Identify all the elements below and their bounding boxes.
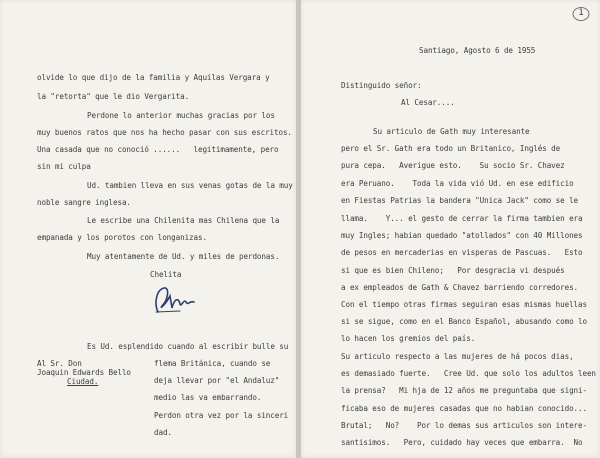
right-letter-page bbox=[301, 0, 600, 458]
letter-line: santisimos. Pero, cuidado hay veces que embarra. No bbox=[341, 438, 583, 447]
letter-line: llama. Y... el gesto de cerrar la firma tambien era bbox=[341, 214, 583, 223]
handwritten-signature bbox=[150, 282, 200, 318]
letter-line: Le escribe una Chilenita mas Chilena que la bbox=[87, 216, 280, 225]
letter-line: muy buenos ratos que nos ha hecho pasar con sus escritos. bbox=[37, 128, 292, 137]
letter-line: Una casada que no conoció ...... legitimamente, pero bbox=[37, 145, 279, 154]
letter-line: es demasiado fuerte. Cree Ud. que solo los adultos leen bbox=[341, 369, 596, 378]
letter-line: pero el Sr. Gath era todo un Britanico, Inglés de bbox=[341, 144, 561, 153]
letter-line: olvide lo que dijo de la familia y Aquilas Vergara y bbox=[37, 73, 270, 82]
letter-line: noble sangre inglesa. bbox=[37, 198, 131, 207]
addressee-city: Ciudad. bbox=[67, 377, 99, 386]
letter-line: Brutal; No? Por lo demas sus articulos son intere- bbox=[341, 421, 587, 430]
postscript-line: medio las va embarrando. bbox=[154, 393, 262, 402]
letter-line: Muy atentamente de Ud. y miles de perdonas. bbox=[87, 252, 280, 261]
letter-line: si que es bien Chileno; Por desgracia vi después bbox=[341, 266, 565, 275]
letter-line: a ex empleados de Gath & Chavez barriendo corredores. bbox=[341, 283, 579, 292]
letter-line: la prensa? Mi hja de 12 años me preguntaba que signi- bbox=[341, 386, 587, 395]
letter-line: sin mi culpa bbox=[37, 162, 91, 171]
page-number: 1 bbox=[578, 8, 584, 18]
postscript-line: deja llevar por "el Andaluz" bbox=[154, 376, 280, 385]
postscript-line: Perdon otra vez por la sinceri bbox=[154, 411, 289, 420]
letter-line: Su articulo de Gath muy interesante bbox=[373, 127, 530, 136]
letter-line: muy Ingles; habian quedado "atollados" con 40 Millones bbox=[341, 231, 583, 240]
letter-line: Ud. tambien lleva en sus venas gotas de la muy bbox=[87, 181, 293, 190]
letter-line: lo hacen los gremios del país. bbox=[341, 334, 476, 343]
postscript-line: Es Ud. esplendido cuando al escribir bulle su bbox=[87, 342, 289, 351]
letter-salutation: Distinguido señor: bbox=[341, 81, 422, 90]
letter-line: de pesos en mercaderias en visperas de Pascuas. Esto bbox=[341, 248, 583, 257]
letter-line: en Fiestas Patrias la bandera "Unica Jack" como se le bbox=[341, 196, 579, 205]
letter-line: era Peruano. Toda la vida vió Ud. en ese edificio bbox=[341, 179, 574, 188]
page-number-circle bbox=[571, 6, 591, 22]
postscript-line: dad. bbox=[154, 428, 172, 437]
letter-date: Santiago, Agosto 6 de 1955 bbox=[419, 46, 536, 55]
letter-greeting: Al Cesar.... bbox=[401, 98, 455, 107]
letter-line: si se sigue, como en el Banco Español, abusando como lo bbox=[341, 317, 587, 326]
letter-line: pura cepa. Averigue esto. Su socio Sr. Chavez bbox=[341, 161, 565, 170]
addressee-line: Joaquin Edwards Bello bbox=[37, 368, 131, 377]
signature-name: Chelita bbox=[150, 270, 182, 279]
letter-line: Con el tiempo otras firmas seguiran esas mismas huellas bbox=[341, 300, 587, 309]
letter-line: Su articulo respecto a las mujeres de há pocos dias, bbox=[341, 352, 574, 361]
postscript-line: flema Británica, cuando se bbox=[154, 359, 271, 368]
addressee-line: Al Sr. Don bbox=[37, 359, 82, 368]
letter-line: empanada y los porotos con longanizas. bbox=[37, 233, 207, 242]
letter-line: ficaba eso de mujeres casadas que no habian conocido... bbox=[341, 404, 587, 413]
letter-line: Perdone lo anterior muchas gracias por los bbox=[87, 111, 275, 120]
letter-line: la "retorta" que le dio Vergarita. bbox=[37, 92, 190, 101]
left-letter-page bbox=[0, 0, 296, 458]
